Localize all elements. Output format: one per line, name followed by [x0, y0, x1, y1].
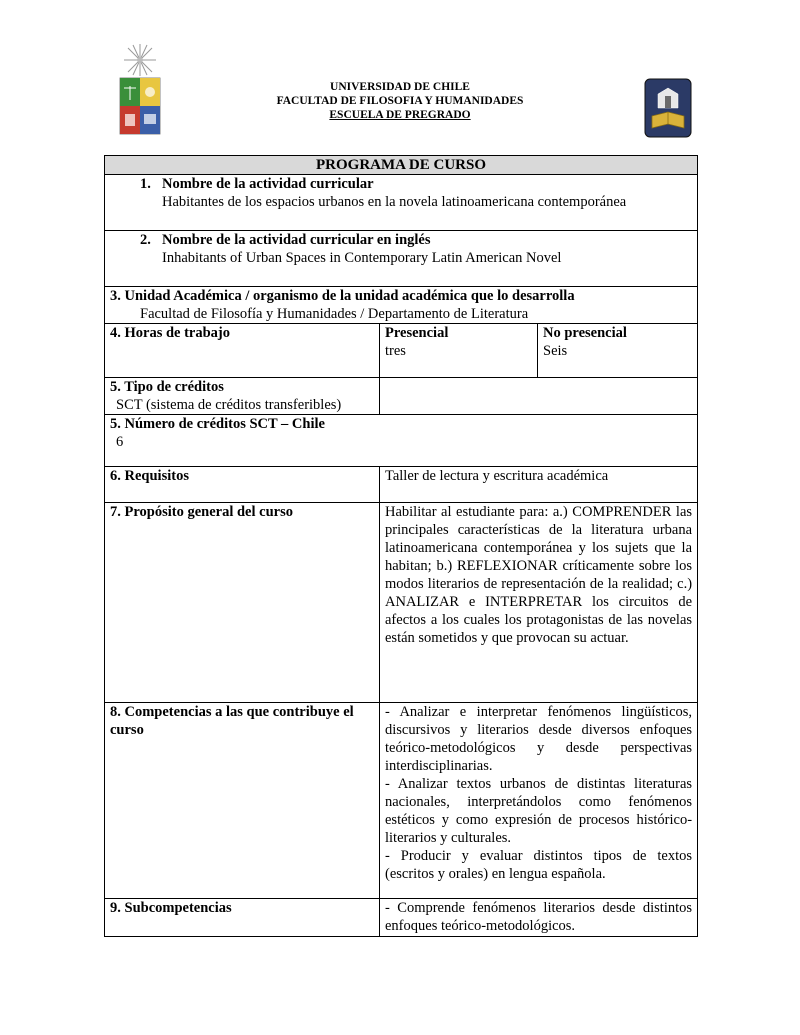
section-7-value: Habilitar al estudiante para: a.) COMPRENDER las principales características de la literatura urbana latinoamericana contemporánea y los sujets que la habitan; b.) REFLEXIONAR críticamente sobre los modos literarios de representación de la realidad; c.) ANALIZAR e INTERPRETAR los circuitos de afectos a los cuales los protagonistas de las novelas están sometidos y que provocan su actuar.	[380, 503, 698, 703]
competency-item: - Producir y evaluar distintos tipos de textos (escritos y orales) en lengua española.	[385, 848, 693, 882]
faculty-name: FACULTAD DE FILOSOFIA Y HUMANIDADES	[276, 95, 524, 107]
section-8-competencies	[380, 703, 698, 899]
section-2-english-name	[105, 231, 698, 287]
section-5-credit-type	[105, 378, 380, 415]
course-program-table	[104, 155, 698, 937]
section-4-presencial	[380, 324, 538, 378]
university-name: UNIVERSIDAD DE CHILE	[330, 81, 470, 93]
competency-item: - Analizar e interpretar fenómenos lingüísticos, discursivos y literarios desde diversos enfoques teórico-metodológicos y desde perspectivas interdisciplinarias.	[385, 704, 693, 774]
section-7-label: 7. Propósito general del curso	[105, 503, 380, 703]
section-8-label: 8. Competencias a las que contribuye el curso	[105, 703, 380, 899]
section-6-value: Taller de lectura y escritura académica	[380, 467, 698, 503]
section-2-value: Inhabitants of Urban Spaces in Contemporary Latin American Novel	[162, 250, 562, 266]
section-2-heading	[110, 231, 692, 249]
section-1-value: Habitantes de los espacios urbanos en la novela latinoamericana contemporánea	[162, 194, 627, 210]
section-2-label: Nombre de la actividad curricular en inglés	[162, 232, 431, 248]
section-3-label: 3. Unidad Académica / organismo de la unidad académica que lo desarrolla	[110, 288, 575, 304]
section-6-label: 6. Requisitos	[105, 467, 380, 503]
faculty-emblem-logo	[644, 78, 692, 138]
section-5b-label: 5. Número de créditos SCT – Chile	[110, 416, 325, 432]
section-5-value: SCT (sistema de créditos transferibles)	[116, 397, 342, 413]
section-9-value: - Comprende fenómenos literarios desde distintos enfoques teórico-metodológicos.	[380, 899, 698, 937]
section-2-number: 2.	[140, 232, 151, 248]
presencial-value: tres	[385, 343, 406, 359]
section-5-empty-cell	[380, 378, 698, 415]
section-3-academic-unit	[105, 287, 698, 324]
section-4-label: 4. Horas de trabajo	[105, 324, 380, 378]
section-5b-credit-number	[105, 415, 698, 467]
no-presencial-value: Seis	[543, 343, 568, 359]
section-9-label: 9. Subcompetencias	[105, 899, 380, 937]
section-5-label: 5. Tipo de créditos	[110, 379, 224, 395]
presencial-label: Presencial	[385, 325, 449, 341]
section-5b-value: 6	[116, 434, 124, 450]
program-title: PROGRAMA DE CURSO	[105, 156, 698, 175]
school-name: ESCUELA DE PREGRADO	[329, 109, 471, 121]
competency-item: - Analizar textos urbanos de distintas literaturas nacionales, interpretándolos como fenómenos estéticos y como expresión de procesos histórico-literarios y culturales.	[385, 776, 693, 846]
section-1-number: 1.	[140, 176, 151, 192]
section-1-course-name	[105, 175, 698, 231]
section-1-label: Nombre de la actividad curricular	[162, 176, 374, 192]
section-3-value: Facultad de Filosofía y Humanidades / Departamento de Literatura	[140, 306, 529, 322]
section-1-heading	[110, 175, 692, 193]
section-4-no-presencial	[538, 324, 698, 378]
no-presencial-label: No presencial	[543, 325, 627, 341]
